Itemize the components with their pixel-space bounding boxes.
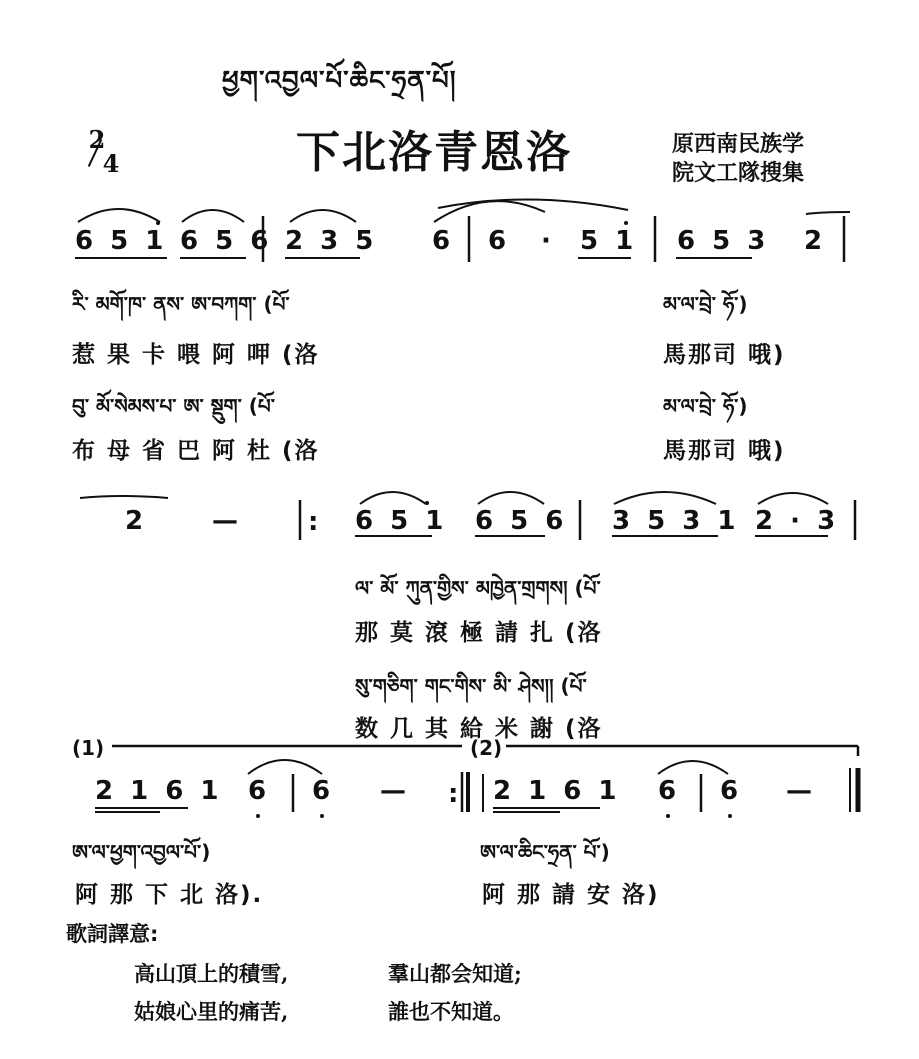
translation-line: 高山頂上的積雪, (134, 961, 289, 986)
tibetan-lyric: མ་ལ་བྲེ་ ཧོ་) (663, 292, 748, 316)
high-octave-dot (156, 221, 160, 225)
slur (614, 492, 716, 504)
note-group: 2 · 3 (755, 506, 840, 536)
note: 6 (248, 776, 271, 806)
translation-line: 羣山都会知道; (388, 961, 522, 986)
tie (658, 761, 728, 774)
dash: — (786, 776, 816, 806)
meter-top: 2 (88, 125, 106, 154)
chinese-lyric: 数 几 其 給 米 謝 (洛 (355, 716, 603, 742)
tie-end (80, 496, 168, 498)
translation-line: 誰也不知道。 (388, 999, 514, 1024)
chinese-lyric: 阿 那 請 安 洛) (482, 882, 660, 908)
note: 2 (125, 506, 148, 536)
note-group: 3 5 3 1 (612, 506, 740, 536)
slur (758, 493, 828, 504)
slur (434, 201, 545, 222)
translation-line: 姑娘心里的痛苦, (134, 999, 289, 1024)
note-group: 6 5 1 (75, 226, 168, 256)
low-octave-dot (666, 814, 670, 818)
note: 6 (658, 776, 681, 806)
slur (478, 492, 544, 504)
note: 6 (432, 226, 455, 256)
tie (248, 760, 322, 774)
note-group: 2 1 6 1 (95, 776, 223, 806)
tibetan-lyric: ཨ་ལ་ཕྱག་འབྱལ་པོ་) (72, 840, 211, 864)
collector-credit (672, 130, 804, 188)
tie-start (806, 212, 850, 214)
low-octave-dot (256, 814, 260, 818)
tibetan-lyric: ཨ་ལ་ཆིང་ཧྲན་ པོ་) (480, 840, 610, 864)
dash: — (380, 776, 410, 806)
note: 6 (720, 776, 743, 806)
dot: · (541, 226, 555, 256)
note-group: 2 3 5 (285, 226, 378, 256)
note-group: 6 5 3 (677, 226, 770, 256)
tibetan-lyric: བུ་ མོ་སེམས་པ་ ཨ་ སྡུག་ (པོ་ (72, 394, 275, 418)
repeat-dots: : (308, 507, 319, 537)
low-octave-dot (728, 814, 732, 818)
time-signature (84, 125, 124, 178)
chinese-lyric: 阿 那 下 北 洛). (75, 882, 264, 908)
tibetan-lyric: ལ་ མོ་ ཀུན་གྱིས་ མཁྱེན་གྲགས། (པོ་ (355, 576, 601, 600)
tibetan-title: ཕྱག་འབྱལ་པོ་ཆིང་ཧྲན་པོ། (222, 66, 457, 96)
low-octave-dot (320, 814, 324, 818)
credit-line-2: 院文工隊搜集 (672, 161, 805, 186)
note-group: 2 1 6 1 (493, 776, 621, 806)
chinese-lyric: 馬那司 哦) (663, 438, 786, 464)
tie (438, 199, 628, 210)
chinese-lyric: 那 莫 滾 極 請 扎 (洛 (355, 620, 603, 646)
note: 6 (312, 776, 335, 806)
tibetan-lyric: སུ་གཅིག་ གང་གིས་ མི་ ཤེས།། (པོ་ (355, 674, 587, 698)
chinese-lyric: 馬那司 哦) (663, 342, 786, 368)
chinese-lyric: 布 母 省 巴 阿 杜 (洛 (72, 438, 320, 464)
high-octave-dot (624, 221, 628, 225)
note: 6 (488, 226, 511, 256)
slur (290, 210, 356, 222)
translation-heading: 歌詞譯意: (66, 922, 159, 946)
credit-line-1: 原西南民族学 (672, 132, 805, 157)
slur (182, 210, 244, 222)
high-octave-dot (425, 501, 429, 505)
chinese-lyric: 惹 果 卡 喂 阿 呷 (洛 (72, 342, 320, 368)
song-title: 下北洛青恩洛 (296, 127, 572, 178)
meter-bottom: 4 (102, 149, 120, 178)
slur (360, 492, 426, 504)
note: 2 (804, 226, 827, 256)
note-group: 5 1 (580, 226, 638, 256)
note-group: 6 5 6 (475, 506, 568, 536)
slur (78, 209, 160, 222)
dash: — (212, 506, 242, 536)
tibetan-lyric: རི་ མགོ་ཁ་ ནས་ ཨ་བཀག་ (པོ་ (72, 292, 290, 316)
volta-2-label: (2) (470, 736, 503, 760)
note-group: 6 5 1 (355, 506, 448, 536)
tibetan-lyric: མ་ལ་བྲེ་ ཧོ་) (663, 394, 748, 418)
volta-1-label: (1) (72, 736, 105, 760)
note-group: 6 5 6 (180, 226, 273, 256)
repeat-dots: : (448, 779, 459, 809)
